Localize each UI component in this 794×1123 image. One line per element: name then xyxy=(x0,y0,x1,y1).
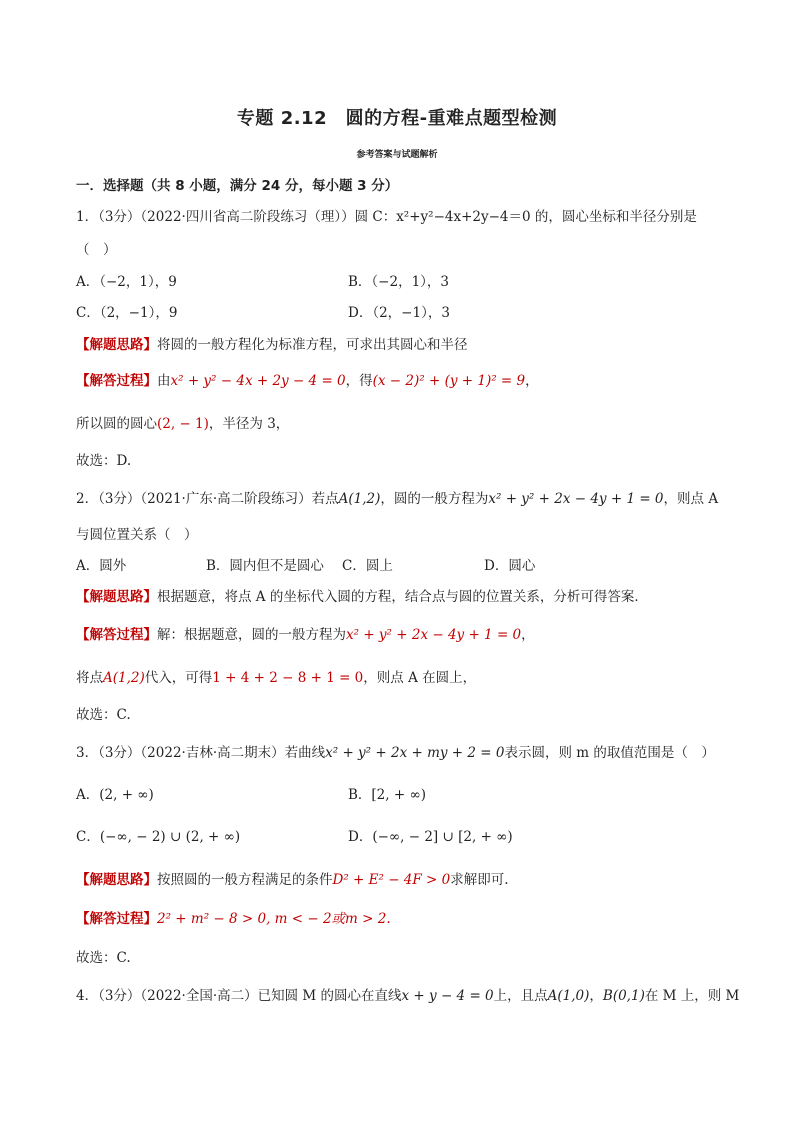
page-title: 专题 2.12 圆的方程-重难点题型检测 xyxy=(236,108,558,129)
q1-thinking xyxy=(76,335,726,355)
q1-thinking-text: 将圆的一般方程化为标准方程，可求出其圆心和半径 xyxy=(157,337,468,353)
q2-stem xyxy=(76,489,726,509)
q3-process xyxy=(76,909,726,929)
q2-option-b: B．圆内但不是圆心 xyxy=(206,558,324,574)
process-label: 【解答过程】 xyxy=(76,911,157,927)
thinking-label: 【解题思路】 xyxy=(76,589,157,605)
thinking-label: 【解题思路】 xyxy=(76,872,157,888)
q4-stem-text-2: 上，且点 xyxy=(493,988,548,1004)
q1-process-eq-1: x² + y² − 4x + 2y − 4 = 0 xyxy=(170,373,346,389)
q3-option-a: A．(2, + ∞) xyxy=(76,787,154,803)
q2-thinking xyxy=(76,587,726,607)
q3-option-c: C．(−∞, − 2) ∪ (2, + ∞) xyxy=(76,829,241,845)
q1-answer: 故选：D. xyxy=(76,453,132,469)
q3-thinking xyxy=(76,870,726,890)
q3-thinking-text-2: 求解即可. xyxy=(450,872,509,888)
q2-stem-2: 与圆位置关系（ ） xyxy=(76,527,198,543)
q3-option-d: D．(−∞, − 2] ∪ [2, + ∞) xyxy=(348,829,513,845)
q2-stem-text-2: ，圆的一般方程为 xyxy=(380,491,489,507)
q4-stem-text-1: 4．（3分）（2022·全国·高二）已知圆 M 的圆心在直线 xyxy=(76,988,402,1004)
q2-sub-text-2: 代入，可得 xyxy=(144,670,213,686)
q3-option-b: B．[2, + ∞) xyxy=(348,787,426,803)
q2-sub-text-3: ，则点 A 在圆上， xyxy=(363,670,477,686)
q1-option-a: A．（−2，1），9 xyxy=(76,274,177,290)
q2-stem-eq-1: A(1,2) xyxy=(338,491,381,507)
q1-stem-paren: （ ） xyxy=(76,242,117,258)
q1-option-b: B．（−2，1），3 xyxy=(348,274,449,290)
q1-center-text-2: ，半径为 3， xyxy=(208,416,290,432)
q3-stem-eq: x² + y² + 2x + my + 2 = 0 xyxy=(325,745,505,761)
q3-thinking-text-1: 按照圆的一般方程满足的条件 xyxy=(157,872,333,888)
q2-substitute xyxy=(76,668,726,688)
q1-center-eq: (2, − 1) xyxy=(157,416,209,432)
q2-sub-eq-2: 1 + 4 + 2 − 8 + 1 = 0 xyxy=(212,670,364,686)
q2-process xyxy=(76,625,726,645)
q3-stem xyxy=(76,743,726,763)
q2-sub-eq-1: A(1,2) xyxy=(103,670,145,686)
q4-stem-eq-2: A(1,0) xyxy=(547,988,590,1004)
q2-option-d: D．圆心 xyxy=(484,558,536,574)
section-heading: 一．选择题（共 8 小题，满分 24 分，每小题 3 分） xyxy=(76,178,399,194)
q4-stem xyxy=(76,986,740,1006)
q1-option-c: C．（2，−1），9 xyxy=(76,305,178,321)
q3-stem-text-1: 3．（3分）（2022·吉林·高二期末）若曲线 xyxy=(76,745,326,761)
q2-process-eq: x² + y² + 2x − 4y + 1 = 0 xyxy=(346,627,522,643)
q4-stem-eq-1: x + y − 4 = 0 xyxy=(401,988,494,1004)
q2-option-a: A．圆外 xyxy=(76,558,127,574)
q2-thinking-text: 根据题意，将点 A 的坐标代入圆的方程，结合点与圆的位置关系，分析可得答案． xyxy=(157,589,648,605)
q2-stem-eq-2: x² + y² + 2x − 4y + 1 = 0 xyxy=(488,491,664,507)
q1-process-text-1: 由 xyxy=(157,373,171,389)
q2-stem-text-3: ，则点 A xyxy=(663,491,719,507)
q2-answer: 故选：C. xyxy=(76,707,131,723)
process-label: 【解答过程】 xyxy=(76,627,157,643)
q1-center-text-1: 所以圆的圆心 xyxy=(76,416,157,432)
q2-process-text-2: ， xyxy=(521,627,535,643)
q1-stem: 1．（3分）（2022·四川省高二阶段练习（理））圆 C：x²+y²−4x+2y−4＝0 的，圆心坐标和半径分别是 xyxy=(76,209,697,225)
q1-center xyxy=(76,414,726,434)
thinking-label: 【解题思路】 xyxy=(76,337,157,353)
q1-option-d: D．（2，−1），3 xyxy=(348,305,450,321)
q1-process xyxy=(76,371,726,391)
q4-stem-eq-3: B(0,1) xyxy=(602,988,645,1004)
q3-stem-text-2: 表示圆，则 m 的取值范围是（ ） xyxy=(504,745,715,761)
q1-process-eq-2: (x − 2)² + (y + 1)² = 9 xyxy=(372,373,526,389)
q2-process-text-1: 解：根据题意，圆的一般方程为 xyxy=(157,627,346,643)
q4-stem-text-3: ， xyxy=(589,988,603,1004)
q3-answer: 故选：C. xyxy=(76,950,131,966)
q4-stem-text-4: 在 M 上，则 M xyxy=(644,988,740,1004)
q2-sub-text-1: 将点 xyxy=(76,670,103,686)
q3-process-eq: 2² + m² − 8 > 0, m < − 2或m > 2. xyxy=(157,911,391,927)
q3-thinking-eq: D² + E² − 4F > 0 xyxy=(332,872,451,888)
page-subtitle: 参考答案与试题解析 xyxy=(356,150,438,160)
q1-process-text-2: ，得 xyxy=(345,373,373,389)
q1-process-text-3: ， xyxy=(525,373,539,389)
q2-option-c: C．圆上 xyxy=(342,558,393,574)
process-label: 【解答过程】 xyxy=(76,373,157,389)
q2-stem-text-1: 2．（3分）（2021·广东·高二阶段练习）若点 xyxy=(76,491,339,507)
